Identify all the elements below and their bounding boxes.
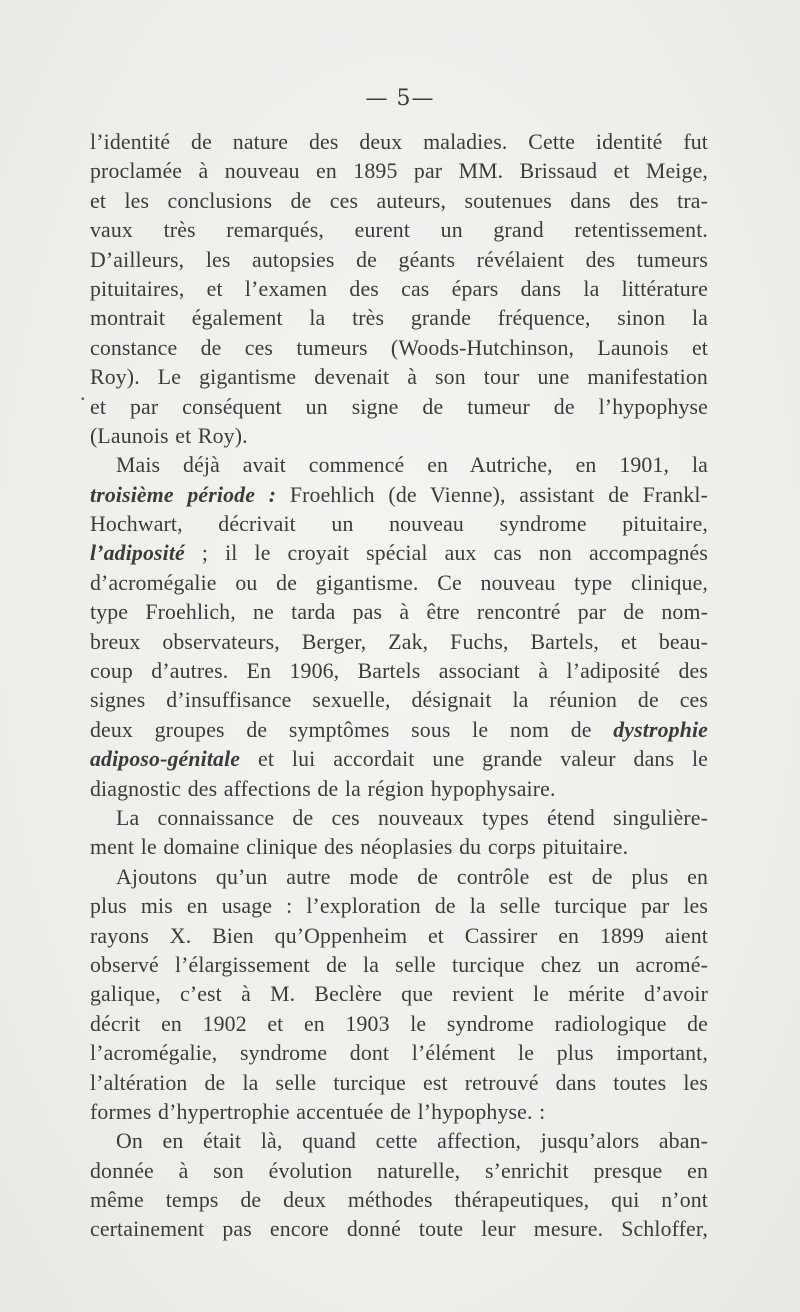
text-line: [90, 363, 708, 392]
text-segment: galique, c’est à M. Beclère que revient le mérite d’avoir: [90, 982, 708, 1007]
text-segment: formes d’hypertrophie accentuée de l’hypophyse. :: [90, 1099, 546, 1124]
text-line: [90, 128, 708, 157]
text-line: [90, 804, 708, 833]
text-line: [90, 686, 708, 715]
emphasized-text: l’adiposité: [90, 541, 185, 566]
text-segment: proclamée à nouveau en 1895 par MM. Brissaud et Meige,: [90, 159, 708, 184]
text-line: [90, 1039, 708, 1068]
text-segment: Mais déjà avait commencé en Autriche, en 1901, la: [116, 453, 708, 478]
text-line: [90, 157, 708, 186]
text-line: [90, 304, 708, 333]
text-segment: plus mis en usage : l’exploration de la selle turcique par les: [90, 894, 708, 919]
text-segment: coup d’autres. En 1906, Bartels associant à l’adiposité des: [90, 659, 708, 684]
text-segment: et par conséquent un signe de tumeur de l’hypophyse: [90, 394, 708, 419]
text-line: [90, 775, 708, 804]
text-line: [90, 980, 708, 1009]
margin-mark: .: [80, 380, 86, 405]
text-segment: l’identité de nature des deux maladies. Cette identité fut: [90, 130, 708, 154]
text-segment: Ajoutons qu’un autre mode de contrôle est de plus en: [116, 864, 708, 889]
text-segment: La connaissance de ces nouveaux types étend singulière-: [116, 805, 708, 830]
text-segment: Hochwart, décrivait un nouveau syndrome pituitaire,: [90, 512, 708, 537]
text-line: [90, 598, 708, 627]
body-text: [90, 128, 708, 1245]
text-segment: signes d’insuffisance sexuelle, désignait la réunion de ces: [90, 688, 708, 713]
text-line: [90, 657, 708, 686]
text-segment: donnée à son évolution naturelle, s’enrichit presque en: [90, 1158, 708, 1183]
text-segment: certainement pas encore donné toute leur mesure. Schloffer,: [90, 1217, 708, 1242]
text-line: [90, 216, 708, 245]
text-segment: breux observateurs, Berger, Zak, Fuchs, Bartels, et beau-: [90, 629, 708, 654]
page-number: — 5—: [365, 86, 435, 111]
text-segment: l’altération de la selle turcique est retrouvé dans toutes les: [90, 1070, 708, 1095]
text-line: [90, 422, 708, 451]
text-line: [90, 275, 708, 304]
text-line: [90, 334, 708, 363]
text-segment: montrait également la très grande fréquence, sinon la: [90, 306, 708, 331]
text-segment: vaux très remarqués, eurent un grand retentissement.: [90, 218, 708, 243]
emphasized-text: dystrophie: [613, 717, 708, 742]
text-line: [90, 1186, 708, 1215]
text-line: [90, 539, 708, 568]
text-segment: type Froehlich, ne tarda pas à être rencontré par de nom-: [90, 600, 708, 625]
text-line: [90, 1069, 708, 1098]
text-line: [90, 1127, 708, 1156]
text-line: [90, 833, 708, 862]
text-segment: On en était là, quand cette affection, jusqu’alors aban-: [116, 1129, 708, 1154]
text-line: [90, 628, 708, 657]
text-segment: et lui accordait une grande valeur dans le: [240, 747, 708, 772]
text-line: [90, 393, 708, 422]
text-line: [90, 246, 708, 275]
text-segment: constance de ces tumeurs (Woods-Hutchinson, Launois et: [90, 335, 708, 360]
emphasized-text: adiposo-génitale: [90, 747, 241, 772]
text-segment: décrit en 1902 et en 1903 le syndrome radiologique de: [90, 1011, 708, 1036]
text-segment: ; il le croyait spécial aux cas non accompagnés: [184, 541, 708, 566]
text-line: [90, 745, 708, 774]
text-segment: pituitaires, et l’examen des cas épars dans la littérature: [90, 276, 708, 301]
text-line: [90, 892, 708, 921]
text-line: [90, 716, 708, 745]
text-line: [90, 481, 708, 510]
text-line: [90, 1215, 708, 1244]
text-line: [90, 922, 708, 951]
text-segment: observé l’élargissement de la selle turcique chez un acromé-: [90, 952, 708, 977]
text-line: [90, 1098, 708, 1127]
text-segment: même temps de deux méthodes thérapeutiques, qui n’ont: [90, 1188, 708, 1213]
text-line: [90, 951, 708, 980]
text-segment: Froehlich (de Vienne), assistant de Frankl-: [276, 482, 708, 507]
text-segment: D’ailleurs, les autopsies de géants révélaient des tumeurs: [90, 247, 708, 272]
text-segment: et les conclusions de ces auteurs, soutenues dans des tra-: [90, 188, 708, 213]
text-segment: l’acromégalie, syndrome dont l’élément le plus important,: [90, 1041, 708, 1066]
text-line: [90, 187, 708, 216]
text-segment: deux groupes de symptômes sous le nom de: [90, 717, 614, 742]
text-line: [90, 451, 708, 480]
text-segment: Roy). Le gigantisme devenait à son tour une manifestation: [90, 365, 708, 390]
text-segment: (Launois et Roy).: [90, 423, 248, 448]
text-line: [90, 510, 708, 539]
text-line: [90, 1157, 708, 1186]
text-segment: d’acromégalie ou de gigantisme. Ce nouveau type clinique,: [90, 570, 708, 595]
text-segment: ment le domaine clinique des néoplasies du corps pituitaire.: [90, 835, 629, 860]
text-line: [90, 863, 708, 892]
text-segment: rayons X. Bien qu’Oppenheim et Cassirer en 1899 aient: [90, 923, 708, 948]
text-line: [90, 569, 708, 598]
text-line: [90, 1010, 708, 1039]
text-segment: diagnostic des affections de la région hypophysaire.: [90, 776, 556, 801]
emphasized-text: troisième période :: [90, 482, 277, 507]
